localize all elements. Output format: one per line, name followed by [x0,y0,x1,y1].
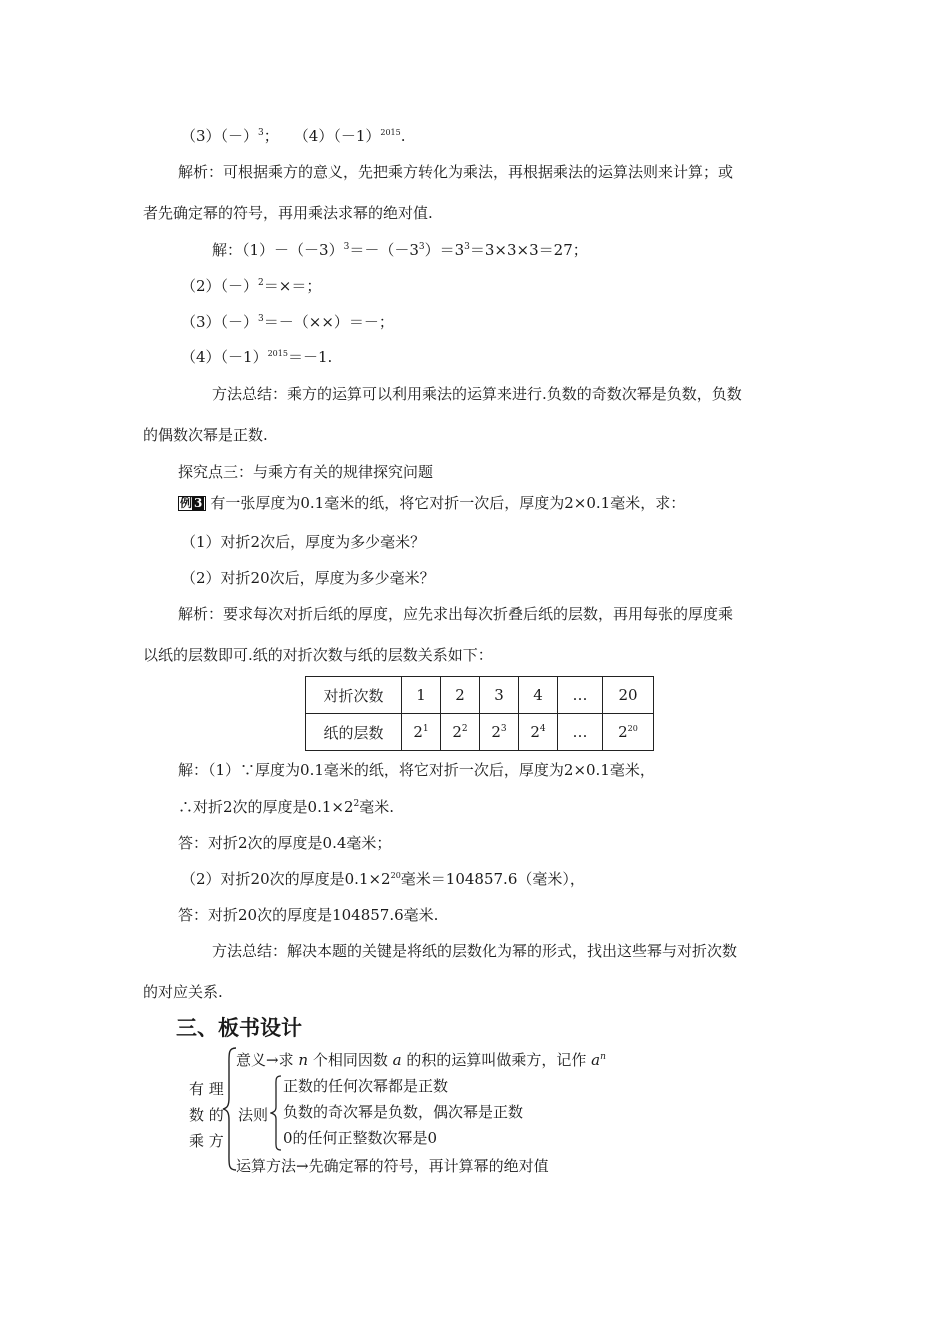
example-badge-label: 例 [180,496,193,510]
text: ＝－（××）＝－； [263,313,394,331]
solution-1 [212,240,588,260]
arrow-icon: → [266,1051,279,1069]
rules-label: 法则 [238,1106,269,1124]
meaning-text-c: 的积的运算叫做乘方，记作 [406,1051,587,1069]
table-row [306,677,654,714]
text: ∴对折2次的厚度是0.1×2 [178,798,354,816]
text: ＝－（－3 [349,241,419,259]
analysis-2-line-2: 以纸的层数即可.纸的对折次数与纸的层数关系如下： [143,646,493,664]
base: 2 [491,723,501,741]
solution-3 [181,312,394,332]
question-1: （1）对折2次后，厚度为多少毫米？ [181,533,426,551]
analysis-line-1: 解析：可根据乘方的意义，先把乘方转化为乘法，再根据乘法的运算法则来计算；或 [178,163,734,181]
example-3-line [178,493,685,513]
power-exponent [600,1052,606,1062]
exponent: 3 [258,128,264,138]
table-cell: 4 [519,677,558,714]
exponent: 4 [539,724,546,734]
rule-2: 负数的奇次幂是负数，偶次幂是正数 [283,1103,524,1121]
question-2: （2）对折20次后，厚度为多少毫米？ [181,569,435,587]
rules-brace-icon [270,1074,284,1152]
solution-2 [181,276,321,296]
text: 有一张厚度为0.1毫米的纸，将它对折一次后，厚度为2×0.1毫米，求： [210,494,686,512]
table-cell [480,714,519,751]
text: （4）（－1） [181,348,268,366]
variable-n: n [600,1052,606,1062]
table-cell: 20 [603,677,654,714]
answer-1: 答：对折2次的厚度是0.4毫米； [178,834,392,852]
solution-4 [181,347,332,367]
text: 毫米. [359,798,395,816]
table-row [306,714,654,751]
base: 2 [618,723,628,741]
table-cell [402,714,441,751]
text: 毫米＝104857.6（毫米）， [400,870,585,888]
solution-2-2 [178,797,394,817]
table-cell [441,714,480,751]
solution-2-3 [181,869,585,889]
board-root-label-1: 有 理 [189,1080,224,1098]
method-summary-3: 方法总结：解决本题的关键是将纸的层数化为幂的形式，找出这些幂与对折次数 [212,942,738,960]
table-cell: … [558,677,603,714]
exponent: 2 [258,278,264,288]
fold-layer-table [305,676,654,751]
base: 2 [413,723,423,741]
problem-3-4-line [181,126,406,146]
variable-a: a [392,1051,402,1069]
table-cell [519,714,558,751]
text: （2）对折20次的厚度是0.1×2 [181,870,391,888]
exponent: 3 [418,242,425,252]
text: （2）（－） [181,277,259,295]
method-summary-4: 的对应关系. [143,983,223,1001]
text: ； （4）（－1） [263,127,381,145]
analysis-line-2: 者先确定幂的符号，再用乘法求幂的绝对值. [143,204,433,222]
table-header-cell: 对折次数 [306,677,402,714]
rule-3: 0的任何正整数次幂是0 [283,1129,438,1147]
text: ＝×＝； [263,277,322,295]
base: 2 [530,723,540,741]
board-root-label-3: 乘 方 [189,1132,224,1150]
text: ＝－1. [287,348,333,366]
analysis-2-line-1: 解析：要求每次对折后纸的厚度，应先求出每次折叠后纸的层数，再用每张的厚度乘 [178,605,734,623]
table-cell [603,714,654,751]
exponent: 20 [390,871,401,880]
method-summary-1: 方法总结：乘方的运算可以利用乘法的运算来进行.负数的奇数次幂是负数，负数 [212,385,742,403]
exponent: 1 [422,724,429,734]
table-cell: 3 [480,677,519,714]
exponent: 20 [627,724,638,733]
rule-1: 正数的任何次幂都是正数 [283,1077,449,1095]
meaning-text-b: 个相同因数 [312,1051,388,1069]
text: ＝3×3×3＝27； [469,241,588,259]
table-cell: 2 [441,677,480,714]
exponent: 3 [500,724,507,734]
exponent: 3 [464,242,470,252]
meaning-row [236,1050,606,1070]
meaning-text-a: 求 [278,1051,294,1069]
exponent: 2 [353,799,360,809]
method-text: 先确定幂的符号，再计算幂的绝对值 [308,1157,549,1175]
text: （3）（－） [181,127,259,145]
text: 解：（1）－（－3） [212,241,344,259]
solution-2-1: 解：（1）∵厚度为0.1毫米的纸，将它对折一次后，厚度为2×0.1毫米， [178,761,655,779]
exponent: 3 [343,242,350,252]
base: … [572,723,588,741]
method-label: 运算方法 [236,1157,297,1175]
arrow-icon: → [296,1157,309,1175]
table-header-cell: 纸的层数 [306,714,402,751]
board-root-label-2: 数 的 [189,1106,224,1124]
meaning-label: 意义 [236,1051,267,1069]
example-badge-number: 3 [194,496,203,510]
exponent: 3 [258,314,264,324]
text: . [400,127,406,145]
table-cell: 1 [402,677,441,714]
text: ）＝3 [424,241,465,259]
power-base: a [591,1051,601,1069]
method-row [236,1156,549,1176]
text: （3）（－） [181,313,259,331]
exponent: 2015 [267,349,288,358]
explore-point-3: 探究点三：与乘方有关的规律探究问题 [178,463,434,481]
answer-2: 答：对折20次的厚度是104857.6毫米. [178,906,439,924]
exponent: 2015 [380,128,401,137]
variable-n: n [298,1051,309,1069]
section-title: 三、板书设计 [176,1016,302,1040]
base: 2 [452,723,462,741]
exponent: 2 [461,724,468,734]
table-cell [558,714,603,751]
example-badge [178,496,206,511]
method-summary-2: 的偶数次幂是正数. [143,426,268,444]
